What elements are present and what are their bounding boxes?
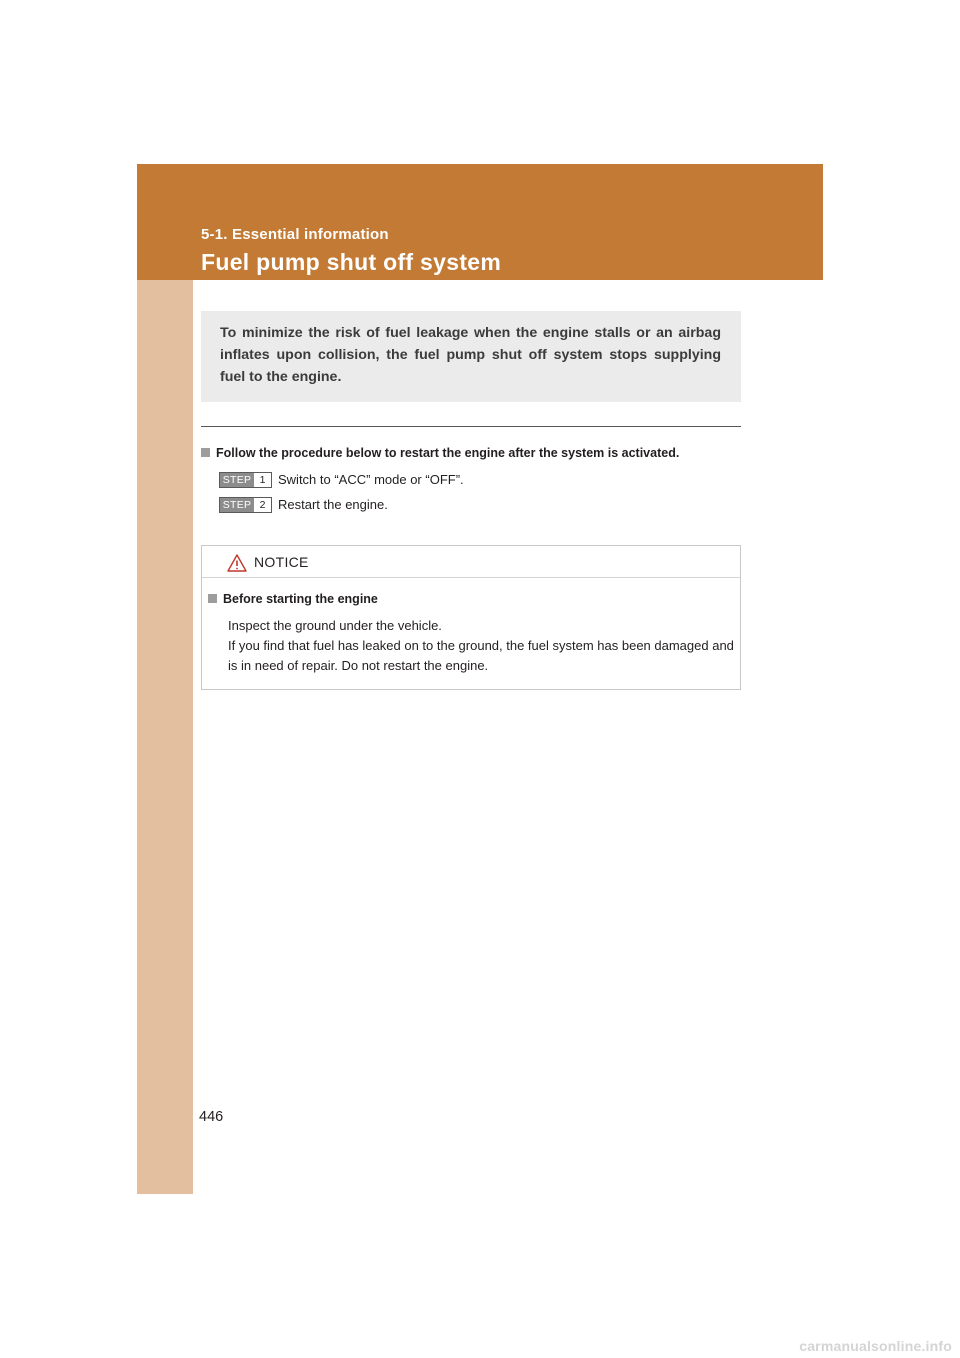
intro-box bbox=[201, 311, 741, 402]
step-badge-2 bbox=[219, 497, 272, 513]
procedure-heading bbox=[201, 446, 761, 460]
page-title: Fuel pump shut off system bbox=[201, 249, 502, 275]
notice-body bbox=[228, 616, 740, 676]
watermark: carmanualsonline.info bbox=[799, 1338, 952, 1354]
step-number: 1 bbox=[259, 474, 266, 486]
procedure-heading-text: Follow the procedure below to restart the engine after the system is activated. bbox=[216, 446, 680, 460]
step-badge-1 bbox=[219, 472, 272, 488]
step-number: 2 bbox=[259, 499, 266, 511]
square-bullet-icon bbox=[201, 448, 210, 457]
section-label: 5-1. Essential information bbox=[201, 226, 389, 243]
warning-triangle-icon bbox=[227, 554, 247, 572]
notice-line-1: Inspect the ground under the vehicle. bbox=[228, 618, 442, 633]
intro-text: To minimize the risk of fuel leakage when the engine stalls or an airbag inflates upon collision, the fuel pump shut off system stops supplying fuel to the engine. bbox=[220, 325, 721, 385]
notice-bullet-text: Before starting the engine bbox=[223, 592, 378, 606]
page-number: 446 bbox=[199, 1109, 224, 1125]
notice-box bbox=[201, 545, 741, 690]
square-bullet-icon bbox=[208, 594, 217, 603]
step-word: STEP bbox=[220, 498, 254, 512]
notice-title: NOTICE bbox=[254, 554, 309, 570]
content-area bbox=[193, 280, 823, 1194]
step-text-2: Restart the engine. bbox=[278, 497, 388, 512]
notice-line-2: If you find that fuel has leaked on to the ground, the fuel system has been damaged and is in need of repair. Do not restart the engine. bbox=[228, 638, 734, 673]
notice-bullet-heading bbox=[208, 592, 378, 606]
notice-header bbox=[202, 546, 740, 578]
step-word: STEP bbox=[220, 473, 254, 487]
divider-rule bbox=[201, 426, 741, 427]
step-text-1: Switch to “ACC” mode or “OFF”. bbox=[278, 472, 464, 487]
